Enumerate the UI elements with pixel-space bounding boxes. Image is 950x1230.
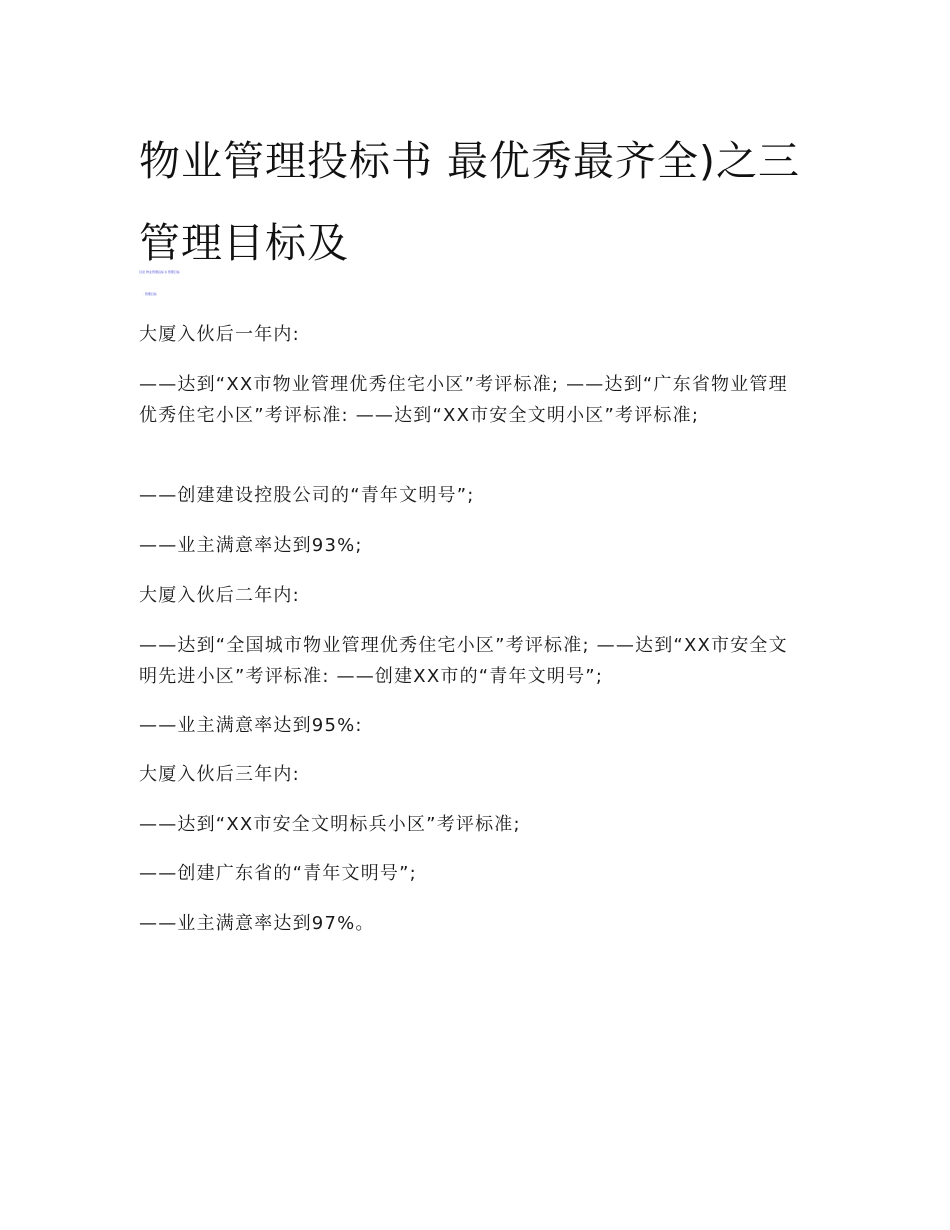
paragraph-year-two-heading: 大厦入伙后二年内: (139, 585, 300, 606)
paragraph-year-three-heading: 大厦入伙后三年内: (139, 764, 300, 785)
paragraph-year-one-satisfaction: ——业主满意率达到93%; (139, 535, 363, 556)
paragraph-year-three-standards: ——达到“XX市安全文明标兵小区”考评标准; (139, 814, 521, 835)
paragraph-year-one-standards: ——达到“XX市物业管理优秀住宅小区”考评标准; ——达到“广东省物业管理优秀住宅小区”考评标准: ——达到“XX市安全文明小区”考评标准; (139, 374, 788, 426)
paragraph-year-two-satisfaction: ——业主满意率达到95%: (139, 715, 363, 736)
paragraph-year-one-youth: ——创建建设控股公司的“青年文明号”; (139, 485, 475, 506)
paragraph-year-one-heading: 大厦入伙后一年内: (139, 324, 300, 345)
paragraph-year-three-satisfaction: ——业主满意率达到97%。 (139, 913, 375, 934)
paragraph-year-two-standards: ——达到“全国城市物业管理优秀住宅小区”考评标准; ——达到“XX市安全文明先进小区”考评标准: ——创建XX市的“青年文明号”; (139, 635, 788, 687)
document-title: 物业管理投标书 最优秀最齐全)之三管理目标及 (139, 137, 801, 267)
tiny-header-text: 目录 物业管理投标书 管理目标 (139, 270, 180, 274)
tiny-subheader-text: · 管理目标 (143, 292, 157, 296)
paragraph-year-three-youth: ——创建广东省的“青年文明号”; (139, 863, 417, 884)
